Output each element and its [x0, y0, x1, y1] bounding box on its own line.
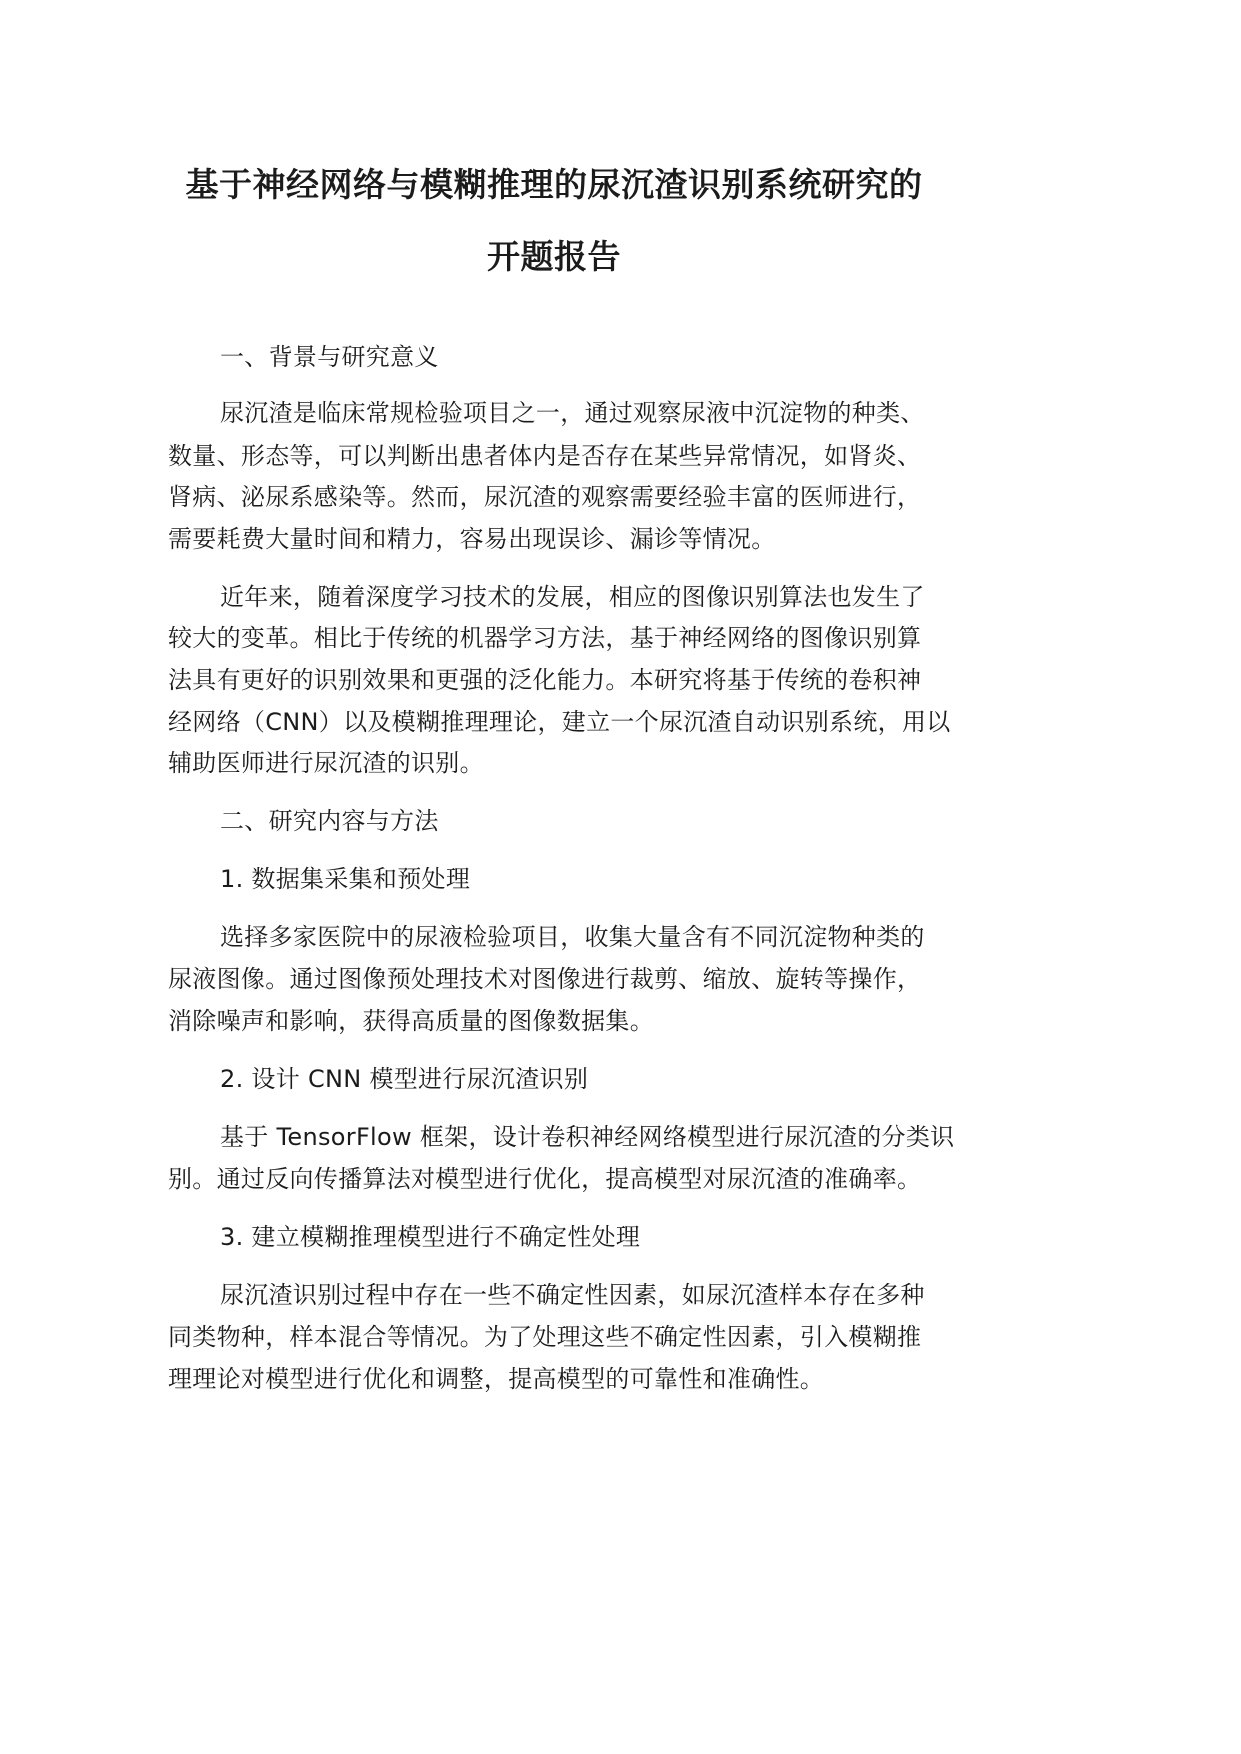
paragraph-line: 经网络（CNN）以及模糊推理理论，建立一个尿沉渣自动识别系统，用以: [168, 708, 951, 736]
paragraph-line: 尿沉渣识别过程中存在一些不确定性因素，如尿沉渣样本存在多种: [220, 1281, 925, 1309]
paragraph-line: 近年来，随着深度学习技术的发展，相应的图像识别算法也发生了: [220, 583, 925, 611]
paragraph-line: 辅助医师进行尿沉渣的识别。: [168, 749, 484, 777]
paragraph-line: 肾病、泌尿系感染等。然而，尿沉渣的观察需要经验丰富的医师进行，: [168, 483, 922, 511]
title-line-2: 开题报告: [487, 237, 621, 276]
paragraph-line: 法具有更好的识别效果和更强的泛化能力。本研究将基于传统的卷积神: [168, 666, 922, 694]
paragraph-line: 选择多家医院中的尿液检验项目，收集大量含有不同沉淀物种类的: [220, 923, 925, 951]
paragraph-line: 尿液图像。通过图像预处理技术对图像进行裁剪、缩放、旋转等操作，: [168, 965, 922, 993]
paragraph-line: 同类物种，样本混合等情况。为了处理这些不确定性因素，引入模糊推: [168, 1323, 922, 1351]
paragraph-line: 基于 TensorFlow 框架，设计卷积神经网络模型进行尿沉渣的分类识: [220, 1123, 955, 1151]
paragraph-line: 消除噪声和影响，获得高质量的图像数据集。: [168, 1007, 654, 1035]
paragraph-line: 理理论对模型进行优化和调整，提高模型的可靠性和准确性。: [168, 1365, 825, 1393]
paragraph-line: 别。通过反向传播算法对模型进行优化，提高模型对尿沉渣的准确率。: [168, 1165, 922, 1193]
paragraph-line: 尿沉渣是临床常规检验项目之一，通过观察尿液中沉淀物的种类、: [220, 399, 925, 427]
title-line-1: 基于神经网络与模糊推理的尿沉渣识别系统研究的: [185, 165, 923, 204]
paragraph-line: 数量、形态等，可以判断出患者体内是否存在某些异常情况，如肾炎、: [168, 442, 922, 470]
section-heading: 一、背景与研究意义: [220, 343, 439, 371]
paragraph-line: 需要耗费大量时间和精力，容易出现误诊、漏诊等情况。: [168, 525, 776, 553]
subsection-heading: 1. 数据集采集和预处理: [220, 865, 471, 893]
section-heading: 二、研究内容与方法: [220, 807, 439, 835]
subsection-heading: 2. 设计 CNN 模型进行尿沉渣识别: [220, 1065, 589, 1093]
subsection-heading: 3. 建立模糊推理模型进行不确定性处理: [220, 1223, 641, 1251]
paragraph-line: 较大的变革。相比于传统的机器学习方法，基于神经网络的图像识别算: [168, 624, 922, 652]
